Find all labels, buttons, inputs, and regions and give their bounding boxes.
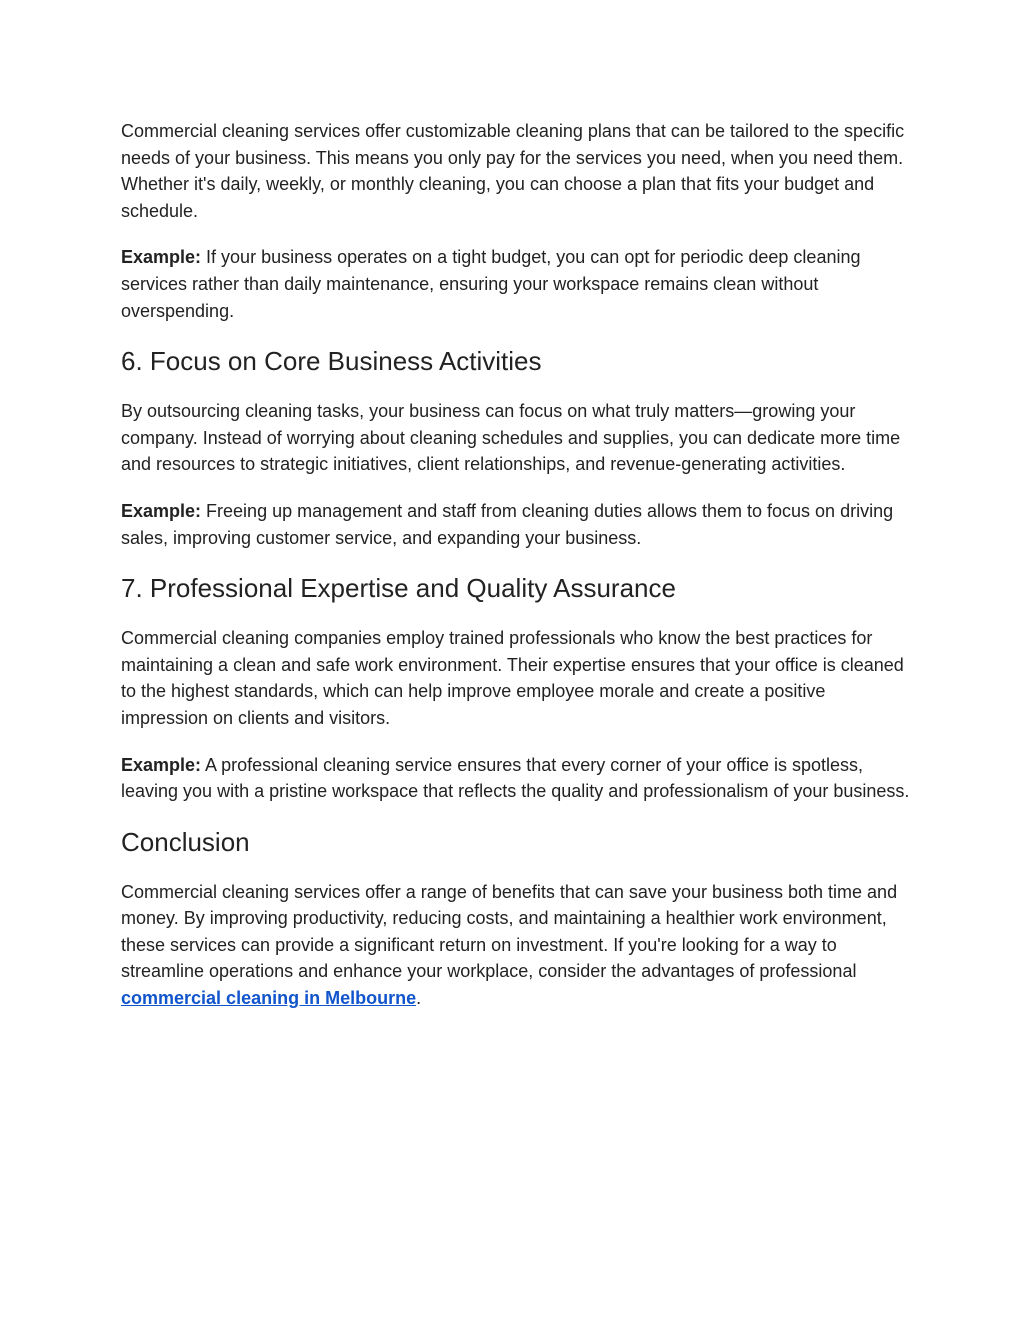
conclusion-heading: Conclusion	[121, 826, 250, 857]
section7-paragraph: Commercial cleaning companies employ trained professionals who know the best practices for maintaining a clean and safe work environment. Their expertise ensures that your office is cleaned to the highest standards, which can help improve employee morale and create a positive impression on clients and visitors.	[121, 628, 904, 728]
commercial-cleaning-link[interactable]: commercial cleaning in Melbourne	[121, 988, 417, 1009]
section-heading-7: 7. Professional Expertise and Quality Assurance	[121, 573, 676, 604]
intro-paragraph: Commercial cleaning services offer customizable cleaning plans that can be tailored to the specific needs of your business. This means you only pay for the services you need, when you need them. Whether it's daily, weekly, or monthly cleaning, you can choose a plan that fits your budget and schedule.	[121, 121, 905, 221]
conclusion-text: Commercial cleaning services offer a range of benefits that can save your business both time and money. By improving productivity, reducing costs, and maintaining a healthier work environment, these services can provide a significant return on investment. If you're looking for a way to streamline operations and enhance your workplace, consider the advantages of professional	[121, 881, 898, 982]
example-text: A professional cleaning service ensures that every corner of your office is spotless, leaving you with a pristine workspace that reflects the quality and professionalism of your business.	[121, 754, 910, 802]
example-label: Example:	[121, 754, 202, 775]
conclusion-period: .	[416, 988, 422, 1009]
conclusion-paragraph	[121, 879, 911, 1012]
section-heading-6: 6. Focus on Core Business Activities	[121, 346, 542, 377]
section7-example	[121, 752, 911, 805]
intro-example	[121, 244, 911, 324]
example-label: Example:	[121, 247, 202, 268]
document-page	[121, 118, 911, 1032]
section6-paragraph: By outsourcing cleaning tasks, your business can focus on what truly matters—growing your company. Instead of worrying about cleaning schedules and supplies, you can dedicate more time and resources to strategic initiatives, client relationships, and revenue-generating activities.	[121, 401, 901, 475]
section6-example	[121, 498, 911, 551]
example-text: If your business operates on a tight budget, you can opt for periodic deep cleaning services rather than daily maintenance, ensuring your workspace remains clean without overspending.	[121, 247, 861, 321]
example-text: Freeing up management and staff from cleaning duties allows them to focus on driving sales, improving customer service, and expanding your business.	[121, 500, 894, 548]
example-label: Example:	[121, 500, 202, 521]
